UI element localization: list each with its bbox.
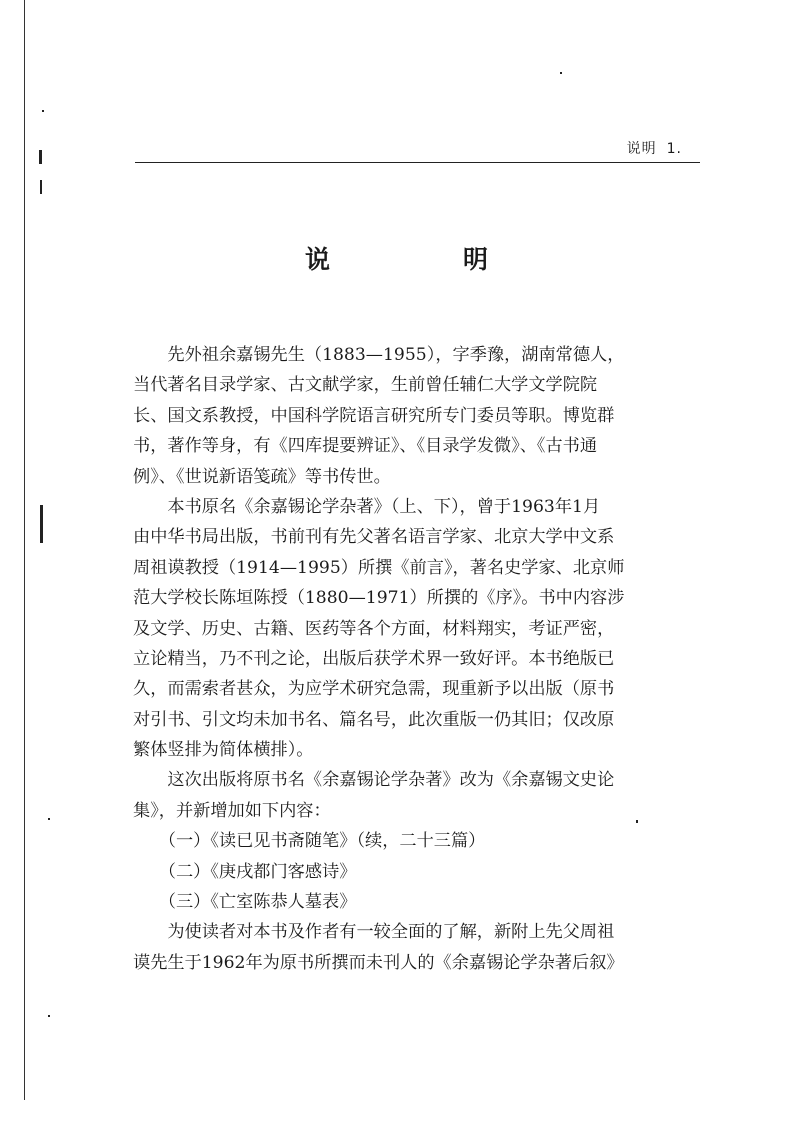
text-line: 范大学校长陈垣陈授（1880—1971）所撰的《序》。书中内容涉 [133, 588, 625, 609]
running-header-title: 说明 [626, 141, 657, 157]
scan-border-line [24, 0, 25, 1100]
scan-artifact-mark [40, 505, 43, 543]
text-line: 立论精当，乃不刊之论，出版后获学术界一致好评。本书绝版已 [133, 648, 615, 669]
running-header [135, 138, 700, 163]
text-line: （二）《庚戌都门客感诗》 [133, 861, 357, 882]
text-line: 例》、《世说新语笺疏》等书传世。 [133, 466, 391, 487]
running-header-text [627, 138, 682, 158]
text-line: 这次出版将原书名《余嘉锡论学杂著》改为《余嘉锡文史论 [133, 770, 615, 791]
text-line: 当代著名目录学家、古文献学家，生前曾任辅仁大学文学院院 [133, 375, 598, 396]
text-line: （一）《读已见书斋随笔》（续，二十三篇） [133, 831, 486, 852]
text-line: 久，而需索者甚众，为应学术研究急需，现重新予以出版（原书 [133, 679, 615, 700]
text-line: 集》，并新增加如下内容： [133, 800, 331, 821]
body-text [133, 340, 713, 978]
text-line: 对引书、引文均未加书名、篇名号，此次重版一仍其旧；仅改原 [133, 709, 615, 730]
scan-artifact-dot [560, 72, 562, 74]
text-line: 书，著作等身，有《四库提要辨证》、《目录学发微》、《古书通 [133, 436, 598, 457]
text-line: 及文学、历史、古籍、医药等各个方面，材料翔实，考证严密， [133, 618, 615, 639]
text-line: 周祖谟教授（1914—1995）所撰《前言》，著名史学家、北京师 [133, 557, 625, 578]
text-line: 为使读者对本书及作者有一较全面的了解，新附上先父周祖 [133, 922, 615, 943]
text-line: 本书原名《余嘉锡论学杂著》（上、下），曾于1963年1月 [133, 496, 601, 517]
scan-artifact-mark [39, 150, 42, 164]
text-line: 由中华书局出版，书前刊有先父著名语言学家、北京大学中文系 [133, 527, 615, 548]
text-line: 繁体竖排为简体横排）。 [133, 740, 314, 761]
page-title: 说 明 [304, 245, 542, 274]
text-line: 长、国文系教授，中国科学院语言研究所专门委员等职。博览群 [133, 405, 615, 426]
scan-artifact-dot [42, 110, 44, 112]
page-number: 1. [666, 141, 682, 157]
scan-artifact-dot [48, 818, 50, 820]
text-line: 谟先生于1962年为原书所撰而未刊人的《余嘉锡论学杂著后叙》 [133, 952, 624, 973]
text-line: 先外祖余嘉锡先生（1883—1955），字季豫，湖南常德人， [133, 345, 625, 365]
scan-artifact-mark [40, 180, 42, 194]
scan-artifact-dot [48, 1015, 50, 1017]
text-line: （三）《亡室陈恭人墓表》 [133, 892, 357, 913]
